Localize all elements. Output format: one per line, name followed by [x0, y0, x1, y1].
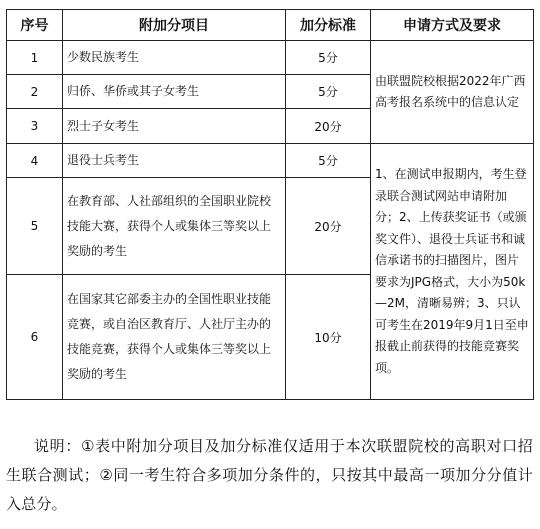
header-no: 序号 — [7, 10, 63, 41]
row-score: 5分 — [286, 41, 371, 75]
row-no: 2 — [7, 75, 63, 109]
row-item: 在教育部、人社部组织的全国职业院校技能大赛，获得个人或集体三等奖以上奖励的考生 — [63, 178, 286, 275]
row-score: 20分 — [286, 178, 371, 275]
row-item: 在国家其它部委主办的全国性职业技能竞赛，或自治区教育厅、人社厅主办的技能竞赛，获得个人或集体三等奖以上奖励的考生 — [63, 275, 286, 400]
header-score: 加分标准 — [286, 10, 371, 41]
method-auto-verify: 由联盟院校根据2022年广西高考报名系统中的信息认定 — [371, 41, 534, 144]
header-item: 附加分项目 — [63, 10, 286, 41]
row-score: 20分 — [286, 109, 371, 144]
row-item: 烈士子女考生 — [63, 109, 286, 144]
footnote: 说明：①表中附加分项目及加分标准仅适用于本次联盟院校的高职对口招生联合测试；②同一考生符合多项加分条件的，只按其中最高一项加分分值计入总分。 — [6, 437, 533, 513]
row-no: 4 — [7, 144, 63, 178]
row-no: 3 — [7, 109, 63, 144]
row-item: 归侨、华侨或其子女考生 — [63, 75, 286, 109]
table-row — [7, 41, 534, 75]
table-row — [7, 144, 534, 178]
row-no: 5 — [7, 178, 63, 275]
row-item: 退役士兵考生 — [63, 144, 286, 178]
row-no: 1 — [7, 41, 63, 75]
table-header-row — [7, 10, 534, 41]
row-score: 5分 — [286, 75, 371, 109]
row-score: 5分 — [286, 144, 371, 178]
header-method: 申请方式及要求 — [371, 10, 534, 41]
bonus-points-table — [6, 9, 534, 400]
row-no: 6 — [7, 275, 63, 400]
row-item: 少数民族考生 — [63, 41, 286, 75]
row-score: 10分 — [286, 275, 371, 400]
method-online-apply: 1、在测试申报期内，考生登录联合测试网站申请附加分；2、上传获奖证书（或颁奖文件）、退役士兵证书和诚信承诺书的扫描图片，图片要求为JPG格式，大小为50k—2M，清晰易辨；3、只认可考生在2019年9月1日至申报截止前获得的技能竞赛奖项。 — [371, 144, 534, 400]
